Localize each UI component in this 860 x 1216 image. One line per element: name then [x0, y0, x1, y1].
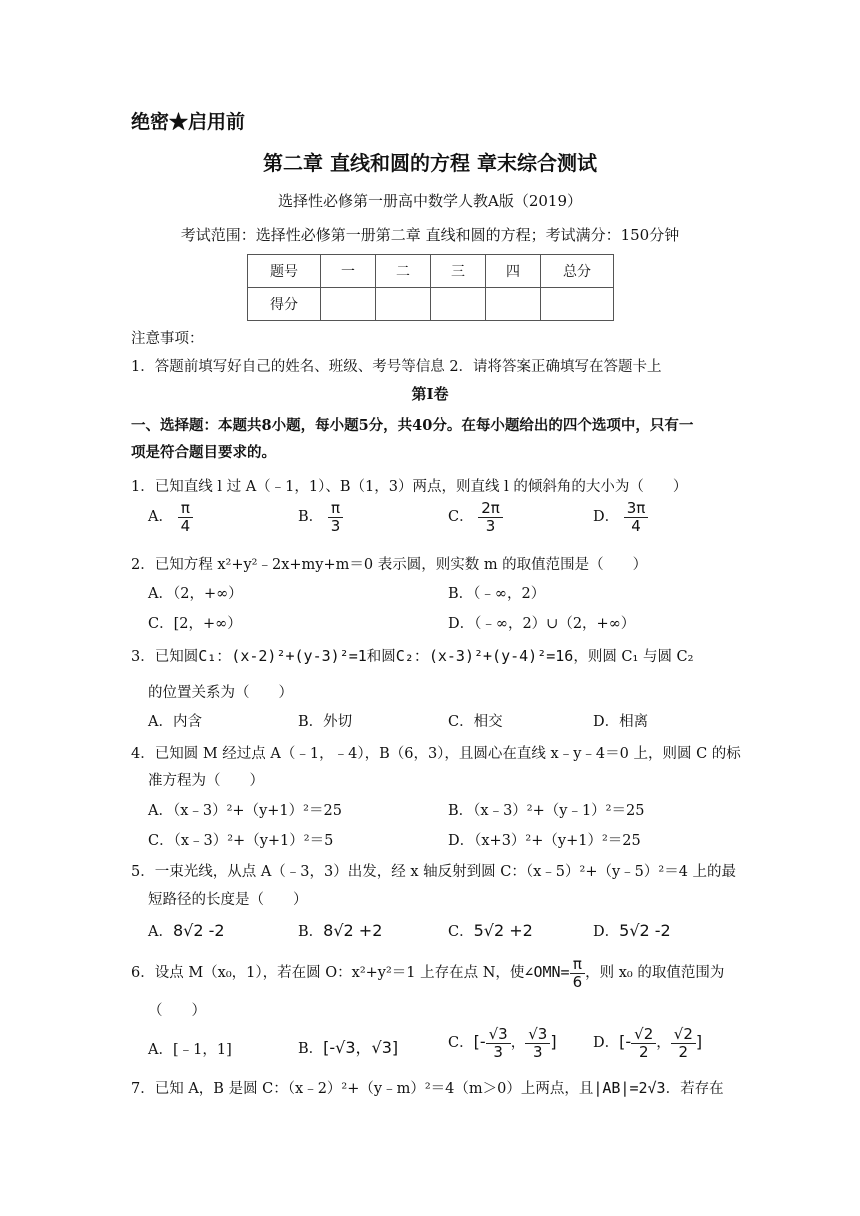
- volume-title: 第Ⅰ卷: [411, 385, 449, 403]
- option-label: C．: [448, 924, 474, 940]
- question-4-stem: 4．已知圆 M 经过点 A（﹣1，﹣4），B（6，3），且圆心在直线 x﹣y﹣4＝0 上，则圆 C 的标: [131, 746, 741, 762]
- q1-option-a[interactable]: [148, 500, 193, 534]
- numerator: 3π: [624, 500, 649, 518]
- stem-text: 7．已知 A，B 是圆 C：（x﹣2）²+（y﹣m）²＝4（m＞0）上两点，且: [131, 1081, 594, 1097]
- bracket: [-: [619, 1032, 632, 1051]
- option-label: A．: [148, 509, 173, 525]
- table-cell: 一: [321, 255, 376, 288]
- q4-option-b[interactable]: B．（x﹣3）²+（y﹣1）²＝25: [448, 803, 645, 819]
- exam-scope: 考试范围：选择性必修第一册第二章 直线和圆的方程；考试满分：150分钟: [180, 226, 680, 244]
- question-5-stem: 5．一束光线，从点 A（﹣3，3）出发，经 x 轴反射到圆 C：（x﹣5）²+（y﹣5）²＝4 上的最: [131, 864, 737, 880]
- numerator: √2: [671, 1026, 696, 1044]
- question-7-stem: [131, 1077, 724, 1098]
- option-value: 8√2 -2: [172, 921, 225, 940]
- page-subtitle: 选择性必修第一册高中数学人教A版（2019）: [277, 192, 582, 210]
- table-cell: 总分: [541, 255, 614, 288]
- fraction: [478, 500, 503, 534]
- q1-option-c[interactable]: [448, 500, 503, 534]
- option-value: 5√2 -2: [619, 921, 671, 940]
- denominator: 3: [330, 516, 341, 535]
- q3-option-a[interactable]: A．内含: [148, 714, 202, 730]
- notes-title: 注意事项：: [131, 331, 204, 347]
- q3-option-d[interactable]: D．相离: [593, 714, 649, 730]
- table-cell: 题号: [248, 255, 321, 288]
- numerator: √3: [486, 1026, 511, 1044]
- fraction: [328, 500, 344, 534]
- fraction: [570, 956, 586, 990]
- fraction: [631, 1026, 656, 1060]
- numerator: π: [178, 500, 193, 518]
- section-heading: 一、选择题：本题共8小题，每小题5分，共40分。在每小题给出的四个选项中，只有一: [131, 417, 694, 434]
- separator: ，: [510, 1035, 526, 1051]
- stem-text: ．若存在: [665, 1081, 724, 1097]
- q3-option-b[interactable]: B．外切: [298, 714, 353, 730]
- numerator: 2π: [478, 500, 503, 518]
- table-cell: 二: [376, 255, 431, 288]
- stem-text: ，则圆 C₁ 与圆 C₂: [573, 649, 694, 665]
- option-value: 5√2 +2: [473, 921, 533, 940]
- option-label: D．: [593, 509, 620, 525]
- q2-option-d[interactable]: D．（﹣∞，2）∪（2，+∞）: [448, 616, 636, 632]
- q5-option-a[interactable]: [148, 920, 225, 941]
- q4-option-d[interactable]: D．（x+3）²+（y+1）²＝25: [448, 833, 641, 849]
- q3-option-c[interactable]: C．相交: [448, 714, 503, 730]
- score-table-header-row: [248, 255, 614, 288]
- denominator: 3: [533, 1042, 543, 1061]
- q1-option-b[interactable]: [298, 500, 343, 534]
- numerator: π: [570, 956, 585, 974]
- q4-option-c[interactable]: C．（x﹣3）²+（y+1）²＝5: [148, 833, 334, 849]
- denominator: 3: [485, 516, 496, 535]
- question-5-stem-cont: 短路径的长度是（ ）: [148, 892, 308, 908]
- fraction: [178, 500, 194, 534]
- option-label: B．: [298, 924, 324, 940]
- score-table-score-row: [248, 288, 614, 321]
- stem-text: 6．设点 M（x₀，1），若在圆 O：x²+y²＝1 上存在点 N，使: [131, 965, 525, 981]
- stem-text: 3．已知圆: [131, 649, 199, 665]
- option-label: B．: [298, 509, 324, 525]
- notes-line: 1．答题前填写好自己的姓名、班级、考号等信息 2．请将答案正确填写在答题卡上: [131, 359, 662, 375]
- question-6-stem: [131, 956, 724, 990]
- section-heading-cont: 项是符合题目要求的。: [131, 444, 276, 461]
- q2-option-b[interactable]: B．（﹣∞，2）: [448, 586, 546, 602]
- option-label: C．: [448, 509, 474, 525]
- fraction: [671, 1026, 696, 1060]
- question-4-stem-cont: 准方程为（ ）: [148, 773, 264, 789]
- option-label: A．: [148, 924, 173, 940]
- bracket: [-: [473, 1032, 486, 1051]
- score-table: [247, 254, 614, 321]
- q6-option-d[interactable]: [593, 1026, 702, 1060]
- numerator: √3: [525, 1026, 550, 1044]
- fraction: [486, 1026, 511, 1060]
- q5-option-b[interactable]: [298, 920, 382, 941]
- denominator: 2: [638, 1042, 649, 1061]
- circle-c1-equation: C₁：(x-2)²+(y-3)²=1: [198, 647, 367, 665]
- question-3-stem: [131, 645, 693, 666]
- bracket: ]: [695, 1032, 703, 1051]
- table-cell: 三: [431, 255, 486, 288]
- table-cell[interactable]: [376, 288, 431, 321]
- denominator: 2: [678, 1042, 689, 1061]
- denominator: 3: [493, 1042, 503, 1061]
- fraction: [624, 500, 649, 534]
- bracket: ]: [550, 1032, 557, 1051]
- denominator: 6: [572, 972, 583, 991]
- table-cell: 得分: [248, 288, 321, 321]
- table-cell[interactable]: [486, 288, 541, 321]
- numerator: π: [328, 500, 343, 518]
- chord-length-expression: |AB|=2√3: [593, 1079, 666, 1097]
- question-6-stem-cont: （ ）: [148, 1003, 206, 1019]
- fraction: [525, 1026, 550, 1060]
- question-1-stem: 1．已知直线 l 过 A（﹣1，1）、B（1，3）两点，则直线 l 的倾斜角的大小为（ ）: [131, 479, 688, 495]
- circle-c2-equation: C₂：(x-3)²+(y-4)²=16: [395, 647, 574, 665]
- option-value: 8√2 +2: [323, 921, 383, 940]
- q1-option-d[interactable]: [593, 500, 648, 534]
- page-title: 第二章 直线和圆的方程 章末综合测试: [263, 151, 597, 175]
- numerator: √2: [631, 1026, 656, 1044]
- denominator: 4: [631, 516, 641, 535]
- q5-option-d[interactable]: [593, 920, 671, 941]
- denominator: 4: [180, 516, 191, 535]
- angle-expression: ∠OMN=: [524, 963, 570, 981]
- option-label: B．: [298, 1041, 324, 1057]
- q2-option-c[interactable]: C．[2，+∞）: [148, 616, 242, 632]
- stem-text: 和圆: [366, 649, 396, 665]
- q6-option-a[interactable]: A．[﹣1，1]: [148, 1042, 232, 1058]
- option-label: D．: [593, 924, 620, 940]
- table-cell: 四: [486, 255, 541, 288]
- q6-option-c[interactable]: [448, 1026, 557, 1060]
- q2-option-a[interactable]: A．（2，+∞）: [148, 586, 243, 602]
- table-cell[interactable]: [541, 288, 614, 321]
- q5-option-c[interactable]: [448, 920, 533, 941]
- table-cell[interactable]: [321, 288, 376, 321]
- stem-text: ，则 x₀ 的取值范围为: [585, 965, 725, 981]
- secret-label: 绝密★启用前: [131, 111, 246, 133]
- option-label: D．: [593, 1035, 620, 1051]
- table-cell[interactable]: [431, 288, 486, 321]
- option-label: C．: [448, 1035, 474, 1051]
- question-2-stem: 2．已知方程 x²+y²﹣2x+my+m＝0 表示圆，则实数 m 的取值范围是（ ）: [131, 557, 648, 573]
- question-3-stem-cont: 的位置关系为（ ）: [148, 685, 293, 701]
- option-value: [-√3，√3]: [323, 1038, 399, 1057]
- q6-option-b[interactable]: [298, 1035, 398, 1058]
- separator: ，: [656, 1035, 671, 1051]
- q4-option-a[interactable]: A．（x﹣3）²+（y+1）²＝25: [148, 803, 342, 819]
